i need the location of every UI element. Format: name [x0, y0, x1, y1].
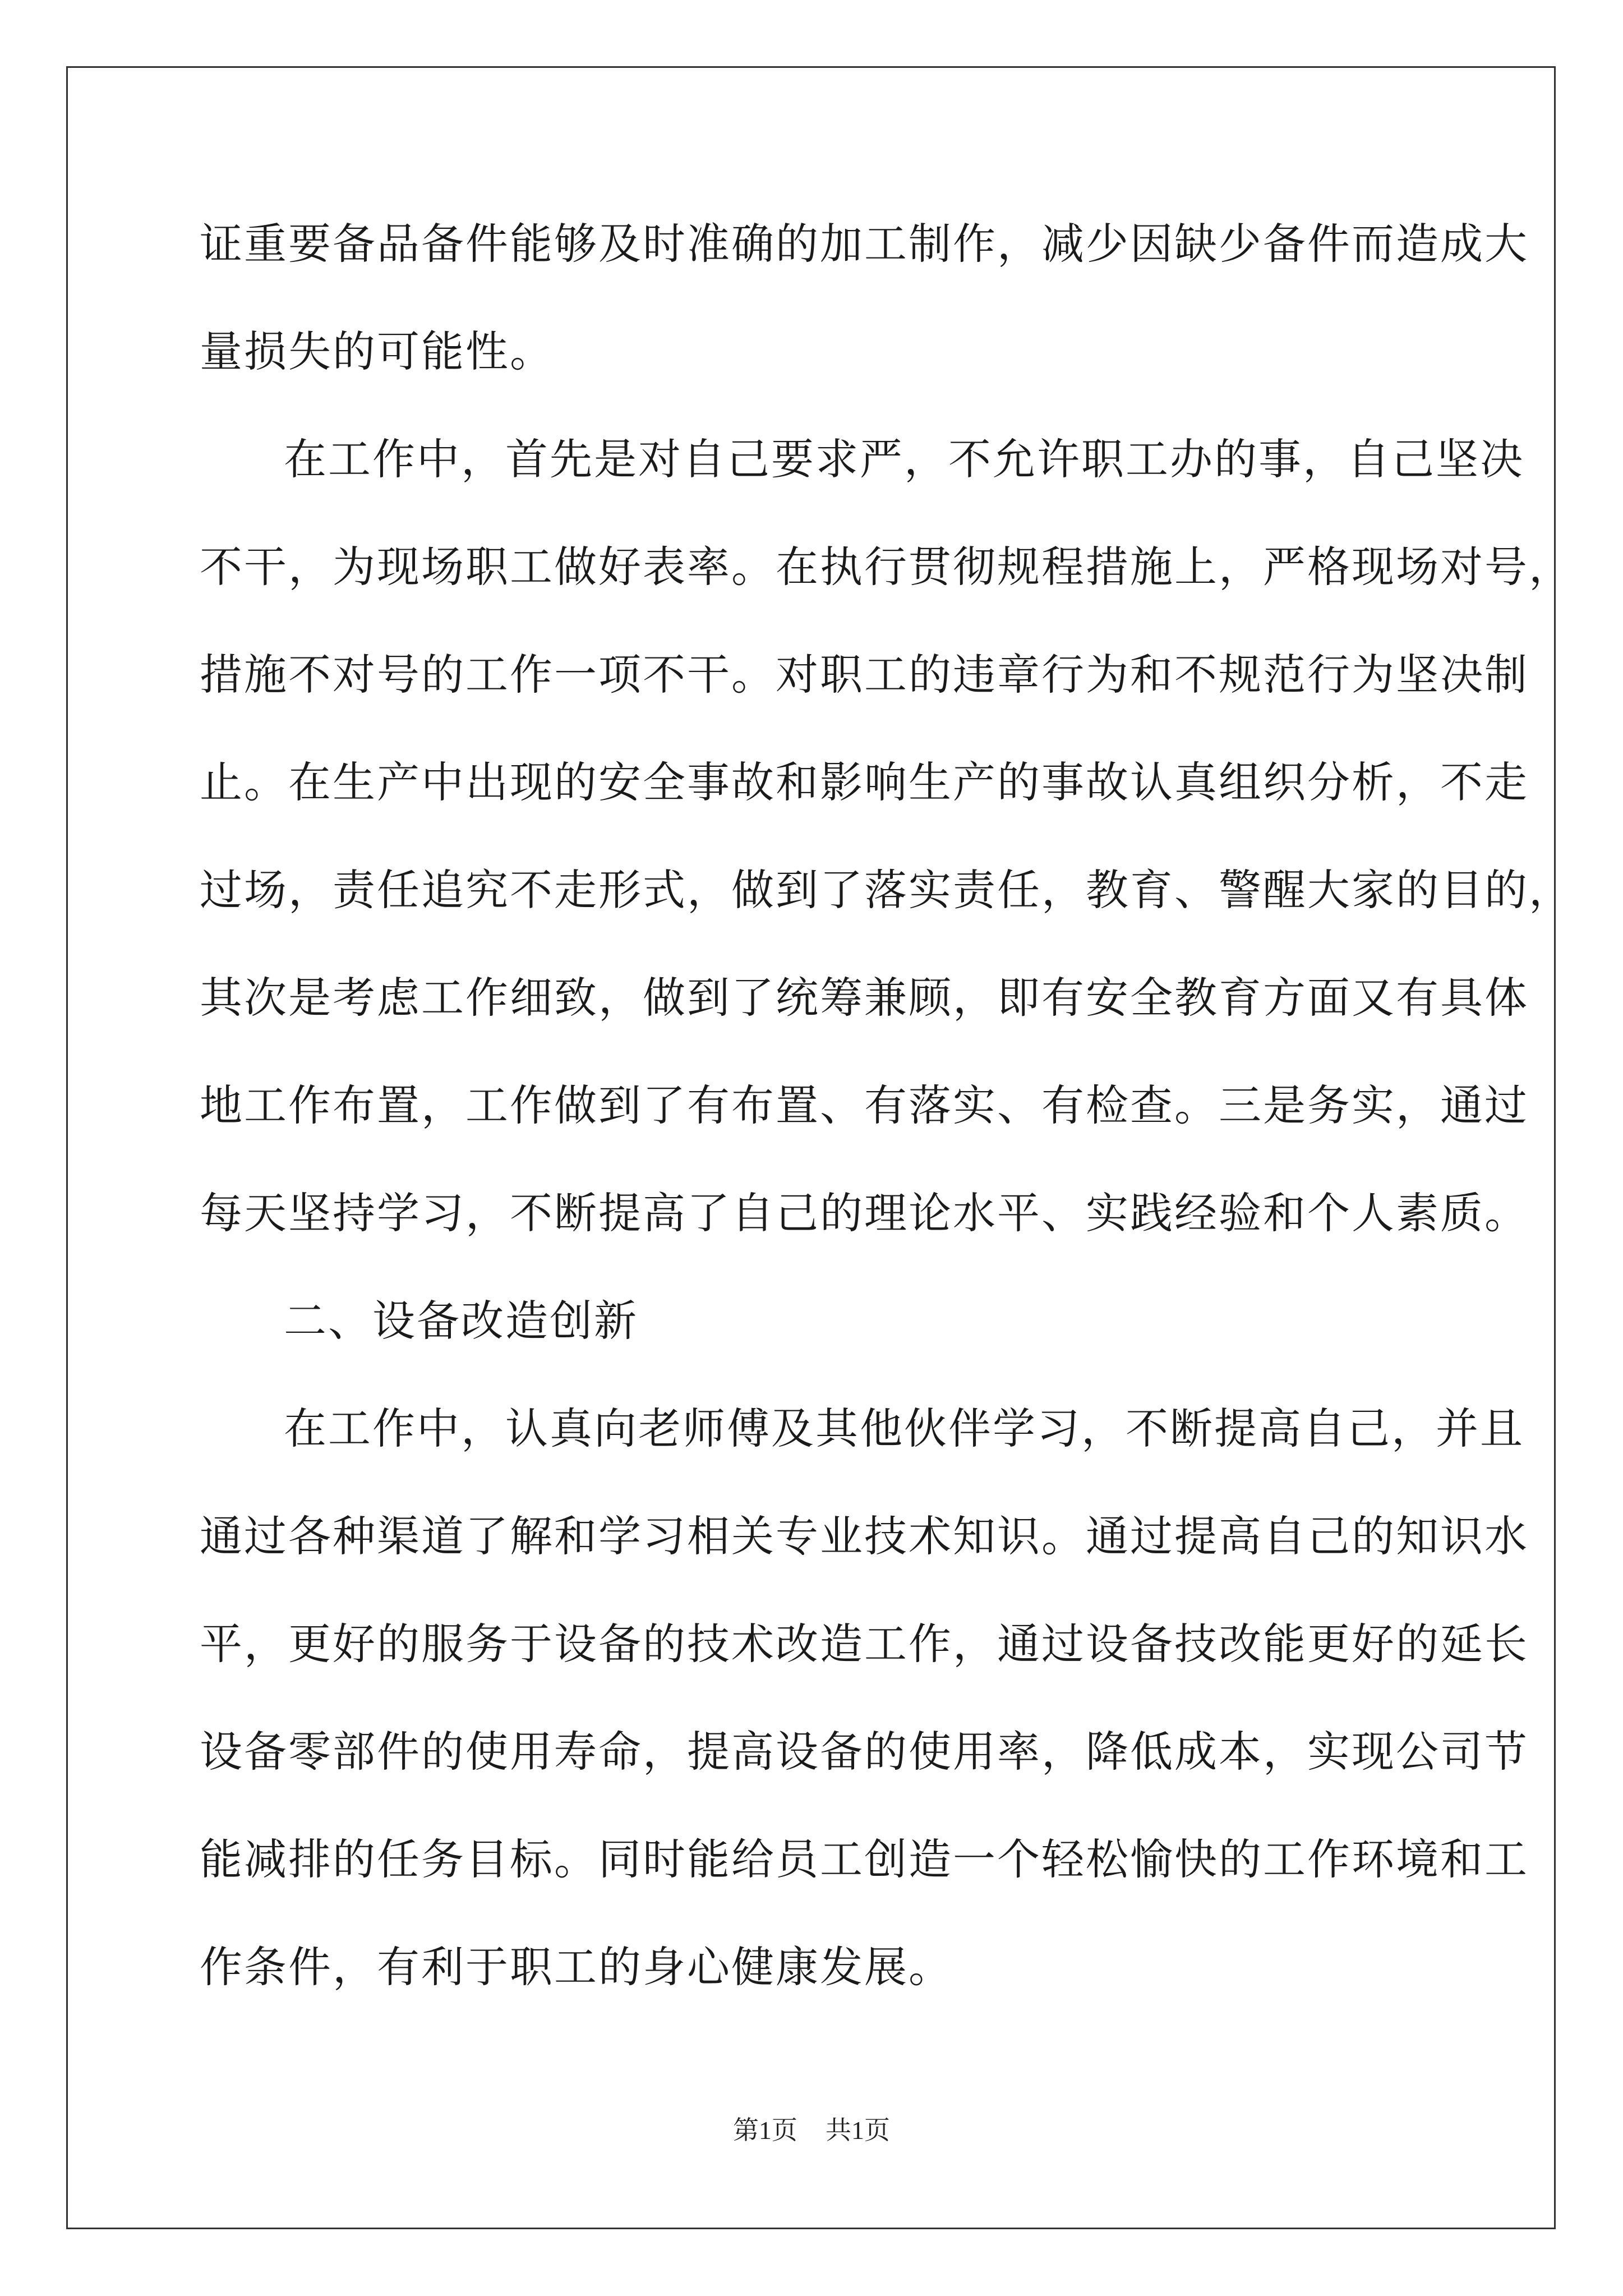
text-line: 平，更好的服务于设备的技术改造工作，通过设备技改能更好的延长 [200, 1619, 1529, 1669]
page-footer [0, 2114, 1623, 2147]
text-line: 设备零部件的使用寿命，提高设备的使用率，降低成本，实现公司节 [200, 1727, 1529, 1777]
section-heading: 二、设备改造创新 [284, 1296, 638, 1346]
document-body [200, 213, 1573, 2044]
paragraph-start-line: 在工作中，认真向老师傅及其他伙伴学习，不断提高自己，并且 [284, 1404, 1524, 1453]
page-total: 共1页 [826, 2116, 890, 2145]
text-line: 措施不对号的工作一项不干。对职工的违章行为和不规范行为坚决制 [200, 650, 1529, 700]
text-line: 量损失的可能性。 [200, 326, 554, 376]
text-line: 不干，为现场职工做好表率。在执行贯彻规程措施上，严格现场对号， [200, 542, 1573, 592]
text-line: 作条件，有利于职工的身心健康发展。 [200, 1942, 953, 1992]
paragraph-start-line: 在工作中，首先是对自己要求严，不允许职工办的事，自己坚决 [284, 434, 1524, 484]
text-line: 每天坚持学习，不断提高了自己的理论水平、实践经验和个人素质。 [200, 1188, 1529, 1238]
text-line: 能减排的任务目标。同时能给员工创造一个轻松愉快的工作环境和工 [200, 1834, 1529, 1884]
text-line: 其次是考虑工作细致，做到了统筹兼顾，即有安全教育方面又有具体 [200, 973, 1529, 1023]
text-line: 过场，责任追究不走形式，做到了落实责任，教育、警醒大家的目的， [200, 865, 1573, 915]
text-line: 证重要备品备件能够及时准确的加工制作，减少因缺少备件而造成大 [200, 219, 1529, 269]
text-line: 地工作布置，工作做到了有布置、有落实、有检查。三是务实，通过 [200, 1080, 1529, 1130]
page-number: 第1页 [733, 2116, 797, 2145]
text-line: 止。在生产中出现的安全事故和影响生产的事故认真组织分析，不走 [200, 757, 1529, 807]
text-line: 通过各种渠道了解和学习相关专业技术知识。通过提高自己的知识水 [200, 1511, 1529, 1561]
